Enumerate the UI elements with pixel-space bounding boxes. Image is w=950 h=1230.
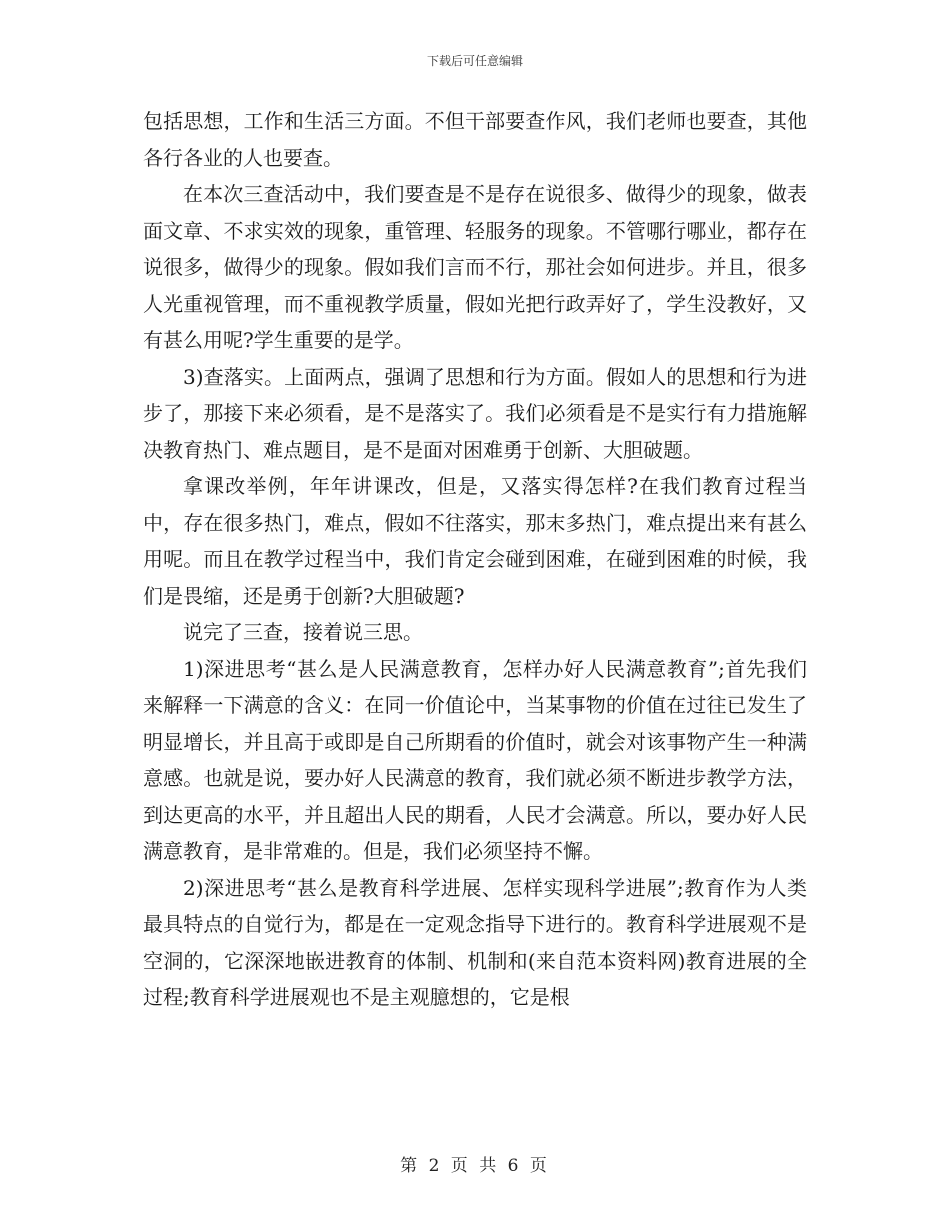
- paragraph: 2)深进思考“甚么是教育科学进展、怎样实现科学进展”;教育作为人类最具特点的自觉行为，都是在一定观念指导下进行的。教育科学进展观不是空洞的，它深深地嵌进教育的体制、机制和(来自范本资料网)教育进展的全过程;教育科学进展观也不是主观臆想的，它是根: [143, 875, 807, 1009]
- page-header: 下载后可任意编辑: [426, 54, 523, 68]
- paragraph: 包括思想，工作和生活三方面。不但干部要查作风，我们老师也要查，其他各行各业的人也要查。: [143, 109, 807, 170]
- paragraph: 拿课改举例，年年讲课改，但是，又落实得怎样?在我们教育过程当中，存在很多热门，难点，假如不往落实，那末多热门，难点提出来有甚么用呢。而且在教学过程当中，我们肯定会碰到困难，在碰到困难的时候，我们是畏缩，还是勇于创新?大胆破题?: [143, 474, 807, 608]
- paragraph: 1)深进思考“甚么是人民满意教育，怎样办好人民满意教育”;首先我们来解释一下满意的含义：在同一价值论中，当某事物的价值在过往已发生了明显增长，并且高于或即是自己所期看的价值时，就会对该事物产生一种满意感。也就是说，要办好人民满意的教育，我们就必须不断进步教学方法，到达更高的水平，并且超出人民的期看，人民才会满意。所以，要办好人民满意教育，是非常难的。但是，我们必须坚持不懈。: [143, 656, 807, 863]
- paragraph: 3)查落实。上面两点，强调了思想和行为方面。假如人的思想和行为进步了，那接下来必须看，是不是落实了。我们必须看是不是实行有力措施解决教育热门、难点题目，是不是面对困难勇于创新、大胆破题。: [143, 364, 807, 462]
- document-body: [143, 103, 807, 1016]
- paragraph: 说完了三查，接着说三思。: [183, 620, 423, 644]
- paragraph: 在本次三查活动中，我们要查是不是存在说很多、做得少的现象，做表面文章、不求实效的现象，重管理、轻服务的现象。不管哪行哪业，都存在说很多，做得少的现象。假如我们言而不行，那社会如何进步。并且，很多人光重视管理，而不重视教学质量，假如光把行政弄好了，学生没教好，又有甚么用呢?学生重要的是学。: [143, 182, 807, 352]
- page-number-footer: 第 2 页 共 6 页: [400, 1156, 550, 1176]
